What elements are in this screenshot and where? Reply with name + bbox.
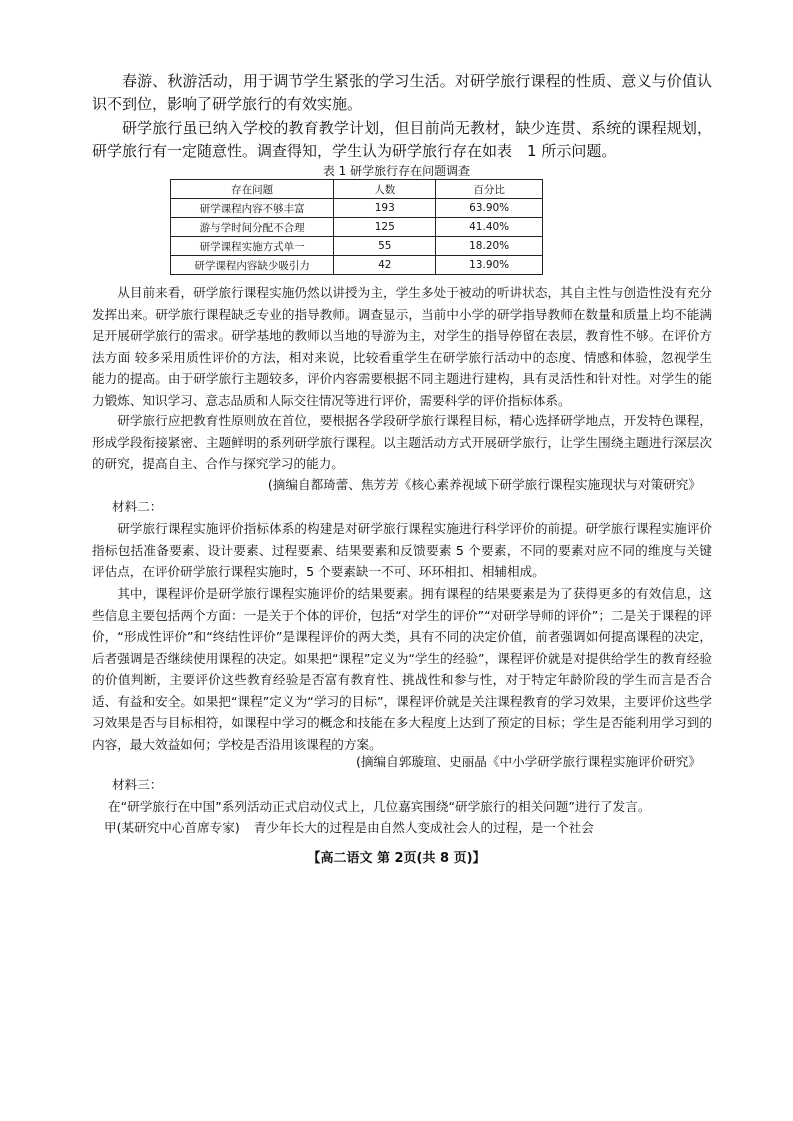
paragraph-7: 在“研学旅行在中国”系列活动正式启动仪式上，几位嘉宾围绕“研学旅行的相关问题”进行了发言。: [108, 799, 651, 814]
paragraph-6: 其中，课程评价是研学旅行课程实施评价的结果要素。拥有课程的结果要素是为了获得更多的有效信息，这些信息主要包括两个方面：一是关于个体的评价，包括“对学生的评价”“对研学导师的评价”；二是关于课程的评价，“形成性评价”和“终结性评价”是课程评价的两大类，具有不同的决定价值，前者强调如何提高课程的决定，后者强调是否继续使用课程的决定。如果把“课程”定义为“学生的经验”，课程评价就是对提供给学生的教育经验的价值判断，主要评价这些教育经验是否富有教育性、挑战性和参与性，对于特定年龄阶段的学生而言是否合适、有益和安全。如果把“课程”定义为“学习的目标”，课程评价就是关注课程教育的学习效果，主要评价这些学习效果是否与目标相符，如课程中学习的概念和技能在多大程度上达到了预定的目标；学生是否能利用学习到的内容，最大效益如何；学校是否沿用该课程的方案。: [92, 586, 712, 752]
survey-table: [170, 179, 543, 275]
table-cell: 研学课程内容缺少吸引力: [171, 256, 334, 275]
citation-2: (摘编自郭璇瑄、史丽晶《中小学研学旅行课程实施评价研究》: [356, 754, 701, 769]
table-cell: 42: [334, 256, 436, 275]
table-cell: 游与学时间分配不合理: [171, 218, 334, 237]
paragraph-4: 研学旅行应把教育性原则放在首位，要根据各学段研学旅行课程目标，精心选择研学地点，开发特色课程，形成学段衔接紧密、主题鲜明的系列研学旅行课程。以主题活动方式开展研学旅行，让学生围绕主题进行深层次的研究，提高自主、合作与探究学习的能力。: [92, 413, 712, 471]
table-cell: 55: [334, 237, 436, 256]
table-header-row: [171, 180, 543, 199]
citation-1: (摘编自都琦蕾、焦芳芳《核心素养视域下研学旅行课程实施现状与对策研究》: [267, 477, 701, 492]
table-cell: 63.90%: [436, 199, 543, 218]
table-cell: 研学课程内容不够丰富: [171, 199, 334, 218]
table-cell: 研学课程实施方式单一: [171, 237, 334, 256]
table-row: [171, 218, 543, 237]
table-caption: 表 1 研学旅行存在问题调查: [322, 164, 471, 178]
speaker-name: 甲(某研究中心首席专家): [104, 820, 240, 835]
table-header-cell: 百分比: [436, 180, 543, 199]
paragraph-5: 研学旅行课程实施评价指标体系的构建是对研学旅行课程实施进行科学评价的前提。研学旅行课程实施评价指标包括准备要素、设计要素、过程要素、结果要素和反馈要素 5 个要素，不同的要素对应不同的维度与关键评估点，在评价研学旅行课程实施时，5 个要素缺一不可、环环相扣、相辅相成。: [92, 521, 712, 579]
table-cell: 41.40%: [436, 218, 543, 237]
table-cell: 13.90%: [436, 256, 543, 275]
table-cell: 125: [334, 218, 436, 237]
speaker-line: [104, 818, 594, 838]
table-cell: 193: [334, 199, 436, 218]
table-header-cell: 存在问题: [171, 180, 334, 199]
paragraph-2: 研学旅行虽已纳入学校的教育教学计划，但目前尚无教材，缺少连贯、系统的课程规划，研学旅行有一定随意性。调查得知，学生认为研学旅行存在如表 1 所示问题。: [92, 119, 712, 160]
material-2-label: 材料二：: [112, 499, 163, 514]
paragraph-1: 春游、秋游活动，用于调节学生紧张的学习生活。对研学旅行课程的性质、意义与价值认识不到位，影响了研学旅行的有效实施。: [92, 72, 712, 113]
paragraph-3: 从目前来看，研学旅行课程实施仍然以讲授为主，学生多处于被动的听讲状态，其自主性与创造性没有充分发挥出来。研学旅行课程缺乏专业的指导教师。调查显示，当前中小学的研学指导教师在数量和质量上均不能满足开展研学旅行的需求。研学基地的教师以当地的导游为主，对学生的指导停留在表层，教育性不够。在评价方法方面 较多采用质性评价的方法，相对来说，比较看重学生在研学旅行活动中的态度、情感和体验，忽视学生能力的提高。由于研学旅行主题较多，评价内容需要根据不同主题进行建构，具有灵活性和针对性。对学生的能力锻炼、知识学习、意志品质和人际交往情况等进行评价，需要科学的评价指标体系。: [92, 285, 712, 408]
table-row: [171, 237, 543, 256]
page-footer: 【高二语文 第 2页(共 8 页)】: [307, 851, 486, 866]
table-row: [171, 199, 543, 218]
table-row: [171, 256, 543, 275]
table-header-cell: 人数: [334, 180, 436, 199]
speaker-text: 青少年长大的过程是由自然人变成社会人的过程，是一个社会: [253, 820, 594, 835]
table-cell: 18.20%: [436, 237, 543, 256]
material-3-label: 材料三：: [112, 777, 163, 792]
